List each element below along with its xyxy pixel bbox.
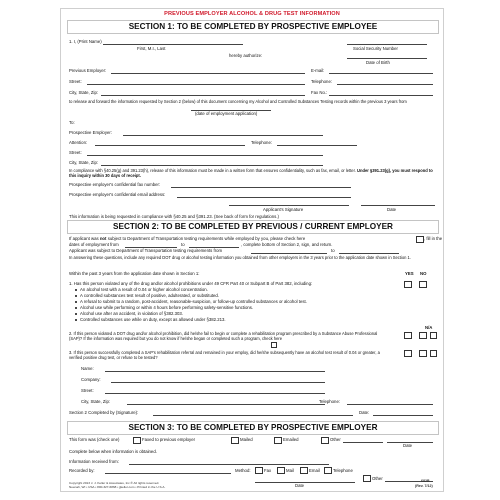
attention-label: Attention: [69,140,88,145]
name-sub-label: First, M.I., Last [137,46,166,51]
recorded-by-field[interactable] [105,473,231,474]
date-app-label: (date of employment application) [195,111,258,116]
telephone-field[interactable] [337,84,433,85]
s3-date2-label: Date [295,483,305,488]
signature-field[interactable] [229,205,349,206]
s2-city-field[interactable] [127,404,325,405]
other-field[interactable] [343,442,383,443]
s2-name-field[interactable] [105,371,325,372]
q1-bullet: Controlled substances use while on duty, except as allowed under §382.213. [80,317,226,322]
street-label: Street: [69,79,82,84]
city-label: City, State, Zip: [69,90,99,95]
mailed-label: Mailed [240,437,253,442]
method-mail-label: Mail [286,468,294,473]
complete-below-text: Complete below when information is obtained. [69,449,157,454]
form-title: PREVIOUS EMPLOYER ALCOHOL & DRUG TEST INFORMATION [164,11,340,17]
q1-yes-checkbox[interactable] [404,281,412,288]
q2-yes-checkbox[interactable] [404,332,412,339]
copyright-line: Neenah, WI • USA • 800-327-6868 • jjkeller.com • Printed in the U.S.A. [69,485,166,489]
method-fax-checkbox[interactable] [255,467,263,474]
city2-field[interactable] [101,165,323,166]
method-email-checkbox[interactable] [300,467,308,474]
s2-date-field[interactable] [373,415,433,416]
to-label: To: [69,120,75,125]
prev-employer-label: Previous Employer: [69,68,107,73]
s2-telephone-label: Telephone: [319,399,341,404]
subject-line: Applicant was subject to Department of Transportation testing requirements from [69,248,223,253]
method-label: Method: [235,468,251,473]
s3-date2-field[interactable] [255,482,355,483]
email-label: E-mail: [311,68,325,73]
s2-street-label: Street: [81,388,94,393]
q1-text: 1. Has this person violated any of the drug and/or alcohol prohibitions under 49 CFR Part 40 or Subpart B of Part 382, including: [69,281,313,286]
not-subject-checkbox[interactable] [416,236,424,243]
s2-date-label: Date: [359,410,370,415]
q2-no-checkbox[interactable] [419,332,427,339]
q2-na-checkbox[interactable] [430,332,437,339]
q3-text: 3. If this person successfully completed a SAP's rehabilitation referral and remained in your employ, did he/she subsequently have an alcohol test result of 0.04 or greater, a verified positive drug test, or refuse to be tested? [69,350,380,360]
method-mail-checkbox[interactable] [277,467,285,474]
q1-bullet: Alcohol use while performing or within 4 hours before performing safety-sensitive functions. [80,305,254,310]
form-page [60,8,444,492]
q2-text: 2. If this person violated a DOT drug and/or alcohol prohibition, did he/she fail to begin or complete a rehabilitation program prescribed by a Substance Abuse Professional (SAP)? If the information was required but you do not know if he/she began or completed such a program, check here [69,331,378,341]
attention-field[interactable] [95,145,245,146]
other-checkbox[interactable] [321,437,329,444]
confidential-fax-field[interactable] [171,187,351,188]
received-from-label: Information received from: [69,459,119,464]
completed-by-signature-field[interactable] [153,415,353,416]
s2-company-field[interactable] [111,382,325,383]
subject-from-field[interactable] [251,253,327,254]
street-field[interactable] [87,84,305,85]
q2-unknown-checkbox[interactable] [271,342,277,348]
release-text: to release and forward the information requested by Section 2 (below) of this document concerning my Alcohol and Controlled Substances Testing records within the previous 3 years from [69,99,407,104]
bullet-dot [75,301,77,303]
completed-by-label: Section 2 Completed by (Signature): [69,410,139,415]
compliance-note: This information is being requested in compliance with §40.25 and §391.23. (See back of form for regulations.) [69,214,279,219]
no-label: NO [420,271,427,276]
signature-date-label: Date [387,207,397,212]
section2-heading: SECTION 2: TO BE COMPLETED BY PREVIOUS / CURRENT EMPLOYER [67,220,439,234]
street2-field[interactable] [87,155,323,156]
method-telephone-label: Telephone [333,468,353,473]
email-address-label: Prospective employer's confidential email address: [69,192,166,197]
method-other-label: Other [372,476,383,481]
q1-no-checkbox[interactable] [419,281,427,288]
q1-bullet: An alcohol test with a result of 0.04 or higher alcohol concentration. [80,287,208,292]
answering-text: In answering these questions, include any required DOT drug or alcohol testing information you obtained from other employers in the 3 years prior to the application date shown in Section 1. [69,255,411,260]
q1-bullet: Alcohol use after an accident, in violation of §382.303. [80,311,183,316]
bullet-dot [75,307,77,309]
dob-label: Date of Birth [366,60,390,65]
s2-telephone-field[interactable] [347,404,433,405]
s2-name-label: Name: [81,366,94,371]
s2-city-label: City, State, Zip: [81,399,111,404]
bullet-dot [75,295,77,297]
yes-label: YES [405,271,414,276]
prospective-employer-field[interactable] [123,135,323,136]
bullet-dot [75,313,77,315]
not-subject-line1: If applicant was not subject to Department of Transportation testing requirements while employed by you, please check here [69,236,306,241]
q3-no-checkbox[interactable] [419,350,427,357]
print-name-field[interactable] [103,44,243,45]
signature-label: Applicant's Signature [263,207,304,212]
fax-field[interactable] [329,95,433,96]
emailed-checkbox[interactable] [274,437,282,444]
mailed-checkbox[interactable] [231,437,239,444]
method-other-checkbox[interactable] [363,475,371,482]
na-label: N/A [425,325,433,330]
emailed-label: Emailed [283,437,299,442]
subject-to-field[interactable] [339,253,399,254]
method-email-label: Email [309,468,320,473]
s2-company-label: Company: [81,377,101,382]
not-subject-line2a: dates of employment from [69,242,119,247]
form-revision: (Rev. 7/12) [415,484,433,488]
print-name-label: 1. I, (Print Name) [69,39,102,44]
telephone2-field[interactable] [277,145,357,146]
s2-street-field[interactable] [105,393,325,394]
fax-label: Fax No.: [311,90,328,95]
recorded-by-label: Recorded by: [69,468,95,473]
method-fax-label: Fax [264,468,272,473]
prospective-employer-label: Prospective Employer: [69,130,112,135]
section1-heading: SECTION 1: TO BE COMPLETED BY PROSPECTIVE EMPLOYEE [67,20,439,34]
within-text: Within the past 3 years from the application date shown in Section 1: [69,271,200,276]
authorize-text: hereby authorize: [229,53,263,58]
subject-to: to [331,248,335,253]
telephone2-label: Telephone: [251,140,273,145]
bullet-dot [75,289,77,291]
sent-label: This form was (check one) [69,437,120,442]
city-field[interactable] [101,95,305,96]
bullet-dot [75,319,77,321]
fax-number-label: Prospective employer's confidential fax number: [69,182,161,187]
copyright-line: Copyright 2013 J. J. Keller & Associates, Inc.® All rights reserved. [69,481,160,485]
city2-label: City, State, Zip: [69,160,99,165]
confidential-email-field[interactable] [177,197,351,198]
fill-in-text: , fill in the [424,236,443,241]
ssn-label: Social Security Number [353,46,398,51]
faxed-checkbox[interactable] [133,437,141,444]
not-subject-to: to [181,242,185,247]
q3-yes-checkbox[interactable] [404,350,412,357]
prev-employer-field[interactable] [111,73,305,74]
dob-field[interactable] [347,58,427,59]
q1-bullet: A controlled substances test result of positive, adulterated, or substituted. [80,293,220,298]
not-subject-line2b: , complete bottom of Section 2, sign, and return. [241,242,333,247]
faxed-label: Faxed to previous employer [142,437,196,442]
q3-na-checkbox[interactable] [430,350,437,357]
other-label: Other [330,437,341,442]
telephone-label: Telephone: [311,79,333,84]
received-from-field[interactable] [129,464,329,465]
method-telephone-checkbox[interactable] [324,467,332,474]
signature-date-field[interactable] [361,205,435,206]
street2-label: Street: [69,150,82,155]
s3-date-label: Date [403,443,413,448]
ssn-field[interactable] [347,44,427,45]
compliance-text: In compliance with §40.25(g) and 391.23(h), release of this information must be made in a written form that ensures confidentiality, such as fax, email, or letter. Under §391.23(g), you must respond to this inquiry within 30 days of receipt. [69,168,433,178]
q1-bullet: A refusal to submit to a random, post-accident, reasonable-suspicion, or follow-up controlled substances or alcohol test. [80,299,307,304]
email-field[interactable] [329,73,433,74]
section3-heading: SECTION 3: TO BE COMPLETED BY PROSPECTIVE EMPLOYER [67,421,439,435]
form-number: 682B [421,479,430,483]
